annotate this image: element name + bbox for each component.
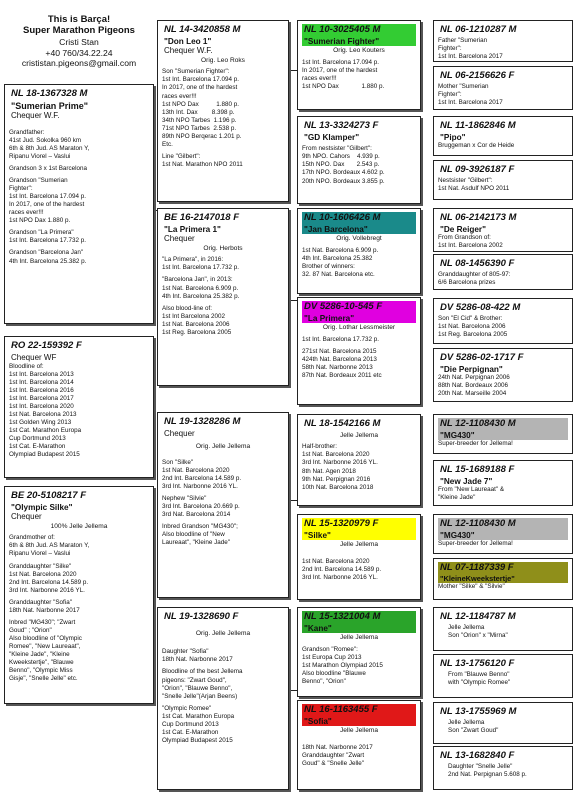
detail-line: Grandson "La Primera" [9, 229, 74, 237]
gen4-card-15 [433, 702, 573, 744]
card-details [438, 37, 568, 61]
owner-email[interactable]: crististan.pigeons@gmail.com [21, 58, 137, 69]
pigeon-name: "Sofia" [302, 717, 416, 726]
connector [289, 70, 297, 71]
ring-number: BE 16-2147018 F [164, 212, 239, 223]
detail-line: Gisje", "Snelle Jelle" etc. [9, 675, 78, 683]
card-details [162, 256, 284, 336]
pigeon-name: "Jan Barcelona" [302, 225, 416, 234]
detail-line: 6th & 8th Jud. AS Maraton Y, [9, 542, 90, 550]
ring-number: NL 15-1321004 M [302, 611, 416, 624]
detail-line: 1st Int. Barcelona 17.732 p. [302, 335, 380, 343]
ring-number: NL 13-1755969 M [440, 706, 517, 717]
detail-line: 71st NPO Tarbes 2.538 p. [162, 124, 237, 132]
detail-line: Brother of winners: [302, 262, 355, 270]
detail-line: Fighter": [438, 90, 462, 98]
origin: Orig. Jelle Jellema [195, 442, 251, 450]
detail-line: Son "Zwart Goud" [448, 726, 499, 734]
gen3-card-4 [297, 297, 421, 405]
gen4-card-6 [433, 254, 573, 290]
ring-number: NL 08-1456390 F [440, 258, 515, 269]
detail-line: 1st Int. Barcelona 2016 [9, 386, 74, 394]
detail-line: 4th Int. Barcelona 25.382 [302, 254, 373, 262]
ring-number: NL 19-1328690 F [164, 611, 239, 622]
pigeon-name: "KleineKweekstertje" [438, 575, 568, 584]
detail-line: 1st NPO Dax 1.880 p. [302, 82, 385, 90]
gen4-card-14 [433, 654, 573, 698]
origin: Orig. Jelle Jellema [195, 629, 251, 637]
card-details [9, 363, 149, 460]
card-details [438, 271, 568, 287]
detail-line: 18th Nat. Narbonne 2017 [9, 606, 80, 614]
detail-line: 2nd Nat. Perpignan 5.608 p. [448, 770, 527, 778]
card-details [9, 129, 149, 266]
ring-number: DV 5286-08-422 M [440, 302, 521, 313]
detail-line: Goud" & "Snelle Jelle" [302, 759, 365, 767]
detail-line: 9th NPO. Cahors 4.939 p. [302, 153, 380, 161]
detail-line: 2nd Int. Barcelona 14.589 p. [9, 578, 89, 586]
connector [289, 690, 297, 691]
dam-ro-card [4, 336, 154, 478]
detail-line: In 2017, one of the hardest [302, 66, 378, 74]
detail-line: Grandfather: [9, 128, 45, 136]
detail-line: 1st Nat. Barcelona 2006 [162, 320, 230, 328]
detail-line: 1st Int Barcelona 2002 [162, 312, 226, 320]
pigeon-name: "La Primera" [302, 314, 416, 323]
detail-line: 1st Nat. Barcelona 2013 [9, 410, 77, 418]
detail-line: Inbred Grandson "MG430"; [162, 523, 238, 531]
detail-line: 1st NPO Dax 1.880 p. [162, 100, 239, 108]
detail-line: 1st Golden Wing 2013 [9, 418, 72, 426]
detail-line: 13th Int. Dax 8.398 p. [162, 108, 235, 116]
gen3-card-2 [297, 116, 421, 204]
ring-number: NL 06-1210287 M [440, 24, 517, 35]
origin: Jelle Jellema [339, 431, 379, 439]
detail-line: Mother "Silke" & "Silvie" [438, 583, 505, 591]
detail-line: Nestsister "Gilbert": [438, 176, 493, 184]
detail-line: 2nd Int. Barcelona 14.589 p. [302, 565, 382, 573]
ring-number: DV 5286-10-545 F [302, 301, 416, 314]
detail-line: "Kleine Jade", "Kleine [9, 650, 70, 658]
card-details [302, 443, 416, 491]
detail-line: 20th NPO. Bordeaux 3.855 p. [302, 177, 385, 185]
detail-line: Super-breeder for Jellema! [438, 440, 513, 448]
detail-line: Kweekstertje", "Blauwe [9, 659, 74, 667]
detail-line: From "Blauwe Benno" [448, 670, 510, 678]
detail-line: 1st Cat. E-Marathon [9, 442, 66, 450]
gen4-card-2 [433, 66, 573, 110]
card-details [162, 648, 284, 745]
detail-line: 15th NPO. Dax 2.543 p. [302, 161, 380, 169]
detail-line: Benno", "Orion" [302, 677, 346, 685]
detail-line: Bruggeman x Cor de Heide [438, 142, 515, 150]
detail-line: Grandson 3 x 1st Barcelona [9, 165, 88, 173]
detail-line: 32. 87 Nat. Barcelona etc. [302, 270, 375, 278]
detail-line: Jelle Jellema [448, 718, 485, 726]
card-details [162, 68, 284, 169]
detail-line: "Kleine Jade" [438, 494, 476, 502]
detail-line: Son "Sumerian Fighter": [162, 68, 230, 76]
origin: Orig. Herbots [203, 244, 243, 252]
detail-line: 58th Nat. Narbonne 2013 [302, 363, 373, 371]
ring-number: NL 12-1184787 M [440, 611, 516, 622]
card-details [438, 440, 568, 448]
detail-line: From Grandson of: [438, 234, 491, 242]
detail-line: Fighter": [438, 44, 462, 52]
detail-line: Olympiad Budapest 2015 [9, 451, 80, 459]
card-details [9, 534, 149, 683]
detail-line: 1st Nat. Barcelona 6.909 p. [162, 284, 239, 292]
card-details [438, 486, 568, 502]
detail-line: 1st Cat. Marathon Europa [162, 712, 235, 720]
ring-number: NL 13-3324273 F [304, 120, 379, 131]
gen4-card-13 [433, 607, 573, 651]
connector [289, 300, 297, 301]
ring-number: NL 06-2156626 F [440, 70, 515, 81]
detail-line: Grandson "Romee": [302, 645, 358, 653]
detail-line: 89th NPO Berqerac 1.201 p. [162, 132, 242, 140]
detail-line: "Orion", "Blauwe Benno", [162, 684, 233, 692]
detail-line: 2nd Int. Barcelona 14.589 p. [162, 475, 242, 483]
ring-number: NL 19-1328286 M [164, 416, 241, 427]
detail-line: Etc. [162, 140, 173, 148]
pigeon-name: "La Primera 1" [164, 224, 221, 234]
detail-line: 1st Nat. Barcelona 2006 [438, 322, 506, 330]
card-details [438, 719, 568, 735]
card-details [438, 315, 568, 339]
detail-line: races ever!!! [162, 92, 197, 100]
detail-line: 1st Nat. Barcelona 2020 [9, 570, 77, 578]
title-line-2: Super Marathon Pigeons [23, 25, 135, 37]
gen2-card-2 [157, 208, 289, 386]
card-details [438, 624, 568, 640]
detail-line: Daughter "Snelle Jelle" [448, 762, 513, 770]
detail-line: 1st Int. Barcelona 17.094 p. [162, 76, 240, 84]
detail-line: 1st Int. Barcelona 2020 [9, 402, 74, 410]
detail-line: 4th Int. Barcelona 25.382 p. [9, 257, 87, 265]
detail-line: Benno", "Olympic Miss [9, 667, 73, 675]
owner-name: Cristi Stan [59, 36, 99, 47]
origin: Jelle Jellema [339, 727, 379, 735]
detail-line: Cup Dortmund 2013 [9, 434, 66, 442]
detail-line: "Olympic Romee" [162, 704, 212, 712]
pigeon-name: "MG430" [438, 431, 568, 440]
gen4-card-9 [433, 414, 573, 454]
detail-line: 1st Int. Barcelona 2017 [438, 99, 503, 107]
owner-header [4, 14, 154, 69]
card-details [302, 59, 416, 91]
detail-line: "Snelle Jelle"(Arjan Beens) [162, 692, 238, 700]
detail-line: Cup Dortmund 2013 [162, 720, 219, 728]
gen2-card-3 [157, 412, 289, 598]
detail-line: 1st Cat. E-Marathon [162, 728, 219, 736]
origin: Jelle Jellema [339, 634, 379, 642]
detail-line: Son "Silke" [162, 458, 194, 466]
ring-number: RO 22-159392 F [11, 340, 82, 351]
detail-line: 1st Int. Barcelona 2017 [9, 394, 74, 402]
detail-line: Also bloodline of "Olympic [9, 634, 82, 642]
detail-line: From "New Laureaat" & [438, 486, 505, 494]
ring-number: NL 06-2142173 M [440, 212, 517, 223]
gen4-card-11 [433, 514, 573, 554]
detail-line: Fighter": [9, 185, 33, 193]
card-details [438, 374, 568, 398]
detail-line: 18th Nat. Narbonne 2017 [302, 743, 373, 751]
detail-line: 1st Int. Barcelona 17.094 p. [9, 193, 87, 201]
pigeon-name: "Don Leo 1" [164, 36, 212, 46]
card-details [302, 336, 416, 380]
detail-line: Bloodline of: [9, 362, 44, 370]
pigeon-name: "Sumerian Fighter" [302, 37, 416, 46]
main-pigeon-card [4, 84, 154, 324]
detail-line: Super-breeder for Jellema! [438, 540, 513, 548]
ring-number: NL 10-3025405 M [302, 24, 416, 37]
detail-line: 1st Int. Barcelona 2014 [9, 378, 74, 386]
owner-phone: +40 760/34.22.24 [45, 47, 113, 58]
color: Chequer [11, 512, 42, 522]
color: Chequer W.F. [164, 46, 213, 56]
detail-line: 3rd Int. Narbonne 2016 YL. [9, 586, 85, 594]
connector [289, 500, 297, 501]
ring-number: NL 12-1108430 M [438, 518, 568, 531]
gen4-card-3 [433, 116, 573, 156]
gen3-card-5 [297, 414, 421, 506]
detail-line: with "Olympic Romee" [448, 678, 511, 686]
detail-line: Daughter "Sofia" [162, 648, 209, 656]
ring-number: NL 12-1108430 M [438, 418, 568, 431]
origin: 100% Jelle Jellema [50, 522, 108, 530]
detail-line: Father "Sumerian [438, 36, 488, 44]
origin: Orig. Lothar Lessmeister [322, 324, 396, 332]
detail-line: Nephew "Silvie" [162, 495, 207, 503]
detail-line: Olympiad Budapest 2015 [162, 736, 233, 744]
detail-line: 4th Int. Barcelona 25.382 p. [162, 292, 240, 300]
detail-line: 17th NPO. Bordeaux 4.602 p. [302, 169, 385, 177]
gen4-card-8 [433, 348, 573, 402]
detail-line: 34th NPO Tarbes 1.196 p. [162, 116, 237, 124]
detail-line: 3rd Int. Narbonne 2016 YL. [162, 483, 238, 491]
detail-line: 1st Nat. Barcelona 2020 [302, 557, 370, 565]
card-details [162, 459, 284, 547]
detail-line: Also blood-line of: [162, 304, 213, 312]
dam-be-card [4, 486, 154, 704]
detail-line: "Barcelona Jan", in 2013: [162, 276, 233, 284]
pigeon-name: "Sumerian Prime" [11, 100, 89, 111]
detail-line: In 2017, one of the hardest [9, 201, 85, 209]
gen4-card-5 [433, 208, 573, 252]
detail-line: 1st Nat. Asdulf NPO 2011 [438, 184, 510, 192]
detail-line: 1st Cat. Marathon Europa [9, 426, 82, 434]
gen2-card-1 [157, 20, 289, 202]
detail-line: In 2017, one of the hardest [162, 84, 238, 92]
color: Chequer [164, 428, 195, 438]
ring-number: NL 15-1320979 F [302, 518, 416, 531]
origin: Orig. Leo Kouters [333, 47, 385, 55]
detail-line: 3rd Nat. Barcelona 2014 [162, 511, 231, 519]
gen3-card-1 [297, 20, 421, 110]
detail-line: 271st Nat. Barcelona 2015 [302, 347, 377, 355]
detail-line: 1st Int. Barcelona 2013 [9, 370, 74, 378]
detail-line: 10th Nat. Barcelona 2018 [302, 483, 374, 491]
ring-number: NL 07-1187339 F [438, 562, 568, 575]
detail-line: Half-brother: [302, 443, 337, 451]
gen3-card-8 [297, 700, 421, 790]
card-details [302, 558, 416, 582]
detail-line: 8th Nat. Agen 2018 [302, 467, 356, 475]
detail-line: Laureaat", "Kleine Jade" [162, 539, 230, 547]
pigeon-name: "De Reiger" [440, 224, 486, 234]
ring-number: NL 15-1689188 F [440, 464, 515, 475]
card-details [438, 540, 568, 548]
card-details [438, 234, 568, 250]
detail-line: Granddaughter "Sofia" [9, 598, 72, 606]
gen4-card-16 [433, 746, 573, 790]
pigeon-name: "MG430" [438, 531, 568, 540]
detail-line: 1st Europa Cup 2013 [302, 653, 362, 661]
detail-line: Son "El Cid" & Brother: [438, 314, 503, 322]
origin: Orig. Vollebregt [336, 235, 382, 243]
gen4-card-1 [433, 20, 573, 62]
detail-line: 88th Nat. Bordeaux 2006 [438, 382, 509, 390]
detail-line: races ever!!! [302, 74, 337, 82]
card-details [302, 744, 416, 768]
card-details [302, 145, 416, 185]
detail-line: Mother "Sumerian [438, 82, 489, 90]
detail-line: 1st Nat. Barcelona 6.909 p. [302, 246, 379, 254]
detail-line: Jelle Jellema [448, 623, 485, 631]
detail-line: 1st Int. Barcelona 17.094 p. [302, 58, 380, 66]
detail-line: 3rd Int. Barcelona 20.669 p. [162, 503, 240, 511]
gen3-card-6 [297, 514, 421, 600]
pigeon-name: "Olympic Silke" [11, 502, 73, 512]
ring-number: NL 09-3926187 F [440, 164, 515, 175]
detail-line: Also bloodline of "New [162, 531, 225, 539]
card-details [438, 671, 568, 687]
detail-line: 1st Reg. Barcelona 2005 [162, 328, 232, 336]
color: Chequer W.F. [11, 111, 60, 121]
ring-number: NL 18-1542166 M [304, 418, 381, 429]
detail-line: From nestsister "Gilbert": [302, 145, 372, 153]
gen4-card-12 [433, 558, 573, 600]
detail-line: 1st Int. Barcelona 17.732 p. [9, 237, 87, 245]
detail-line: Ripanu Viorel – Vaslui [9, 550, 71, 558]
ring-number: NL 13-1682840 F [440, 750, 515, 761]
detail-line: 3rd Int. Narbonne 2016 YL. [302, 573, 378, 581]
detail-line: 18th Nat. Narbonne 2017 [162, 656, 233, 664]
detail-line: 1st Reg. Barcelona 2005 [438, 331, 508, 339]
detail-line: 3rd Int. Narbonne 2016 YL. [302, 459, 378, 467]
pigeon-name: "Silke" [302, 531, 416, 540]
card-details [302, 247, 416, 279]
detail-line: Bloodline of the best Jellema [162, 668, 243, 676]
gen3-card-7 [297, 607, 421, 697]
ring-number: DV 5286-02-1717 F [440, 352, 524, 363]
detail-line: 41st Jud. Sokolka 960 km [9, 136, 82, 144]
pigeon-name: "Die Perpignan" [440, 364, 503, 374]
detail-line: 1st NPO Dax 1.880 p. [9, 217, 71, 225]
detail-line: 1st Nat. Marathon NPO 2011 [162, 160, 243, 168]
title-line-1: This is Barça! [47, 14, 111, 25]
detail-line: 6/6 Barcelona prizes [438, 278, 496, 286]
detail-line: 1st Nat. Barcelona 2020 [162, 467, 230, 474]
card-details [438, 83, 568, 107]
pigeon-name: "GD Klamper" [304, 132, 360, 142]
color: Chequer [164, 234, 195, 244]
card-details [438, 583, 568, 591]
detail-line: Granddaughter of 805-97: [438, 270, 511, 278]
detail-line: Granddaughter "Zwart [302, 751, 365, 759]
pigeon-name: "Kane" [302, 624, 416, 633]
gen4-card-7 [433, 298, 573, 344]
detail-line: Grandson "Sumerian [9, 177, 68, 185]
card-details [438, 763, 568, 779]
detail-line: 1st Int. Barcelona 2017 [438, 53, 503, 61]
origin: Jelle Jellema [339, 541, 379, 549]
detail-line: 424th Nat. Barcelona 2013 [302, 355, 377, 363]
detail-line: Grandson "Barcelona Jan" [9, 249, 84, 257]
detail-line: 20th Nat. Marseille 2004 [438, 390, 507, 398]
detail-line: Also bloodline "Blauwe [302, 669, 366, 677]
ring-number: NL 11-1862846 M [440, 120, 516, 131]
detail-line: 1st Int. Barcelona 2002 [438, 242, 503, 250]
detail-line: 6th & 8th Jud. AS Maraton Y, [9, 144, 90, 152]
card-details [302, 646, 416, 686]
detail-line: Inbred "MG430"; "Zwart [9, 618, 76, 626]
gen3-card-3 [297, 208, 421, 294]
detail-line: Line "Gilbert": [162, 152, 201, 160]
detail-line: Ripanu Viorel – Vaslui [9, 153, 71, 160]
detail-line: Grandmother of: [9, 534, 55, 542]
detail-line: "La Primera", in 2016: [162, 256, 224, 264]
color: Chequer WF [11, 352, 57, 362]
ring-number: NL 14-3420858 M [164, 24, 241, 35]
detail-line: 87th Nat. Bordeaux 2011 etc [302, 371, 382, 379]
detail-line: 1st Int. Barcelona 17.732 p. [162, 264, 240, 272]
detail-line: Granddaughter "Silke" [9, 562, 72, 570]
detail-line: 1st Nat. Barcelona 2020 [302, 451, 370, 459]
detail-line: 9th Nat. Perpignan 2016 [302, 475, 371, 483]
pigeon-name: "Pipo" [440, 132, 466, 142]
origin: Orig. Leo Roks [201, 56, 245, 64]
detail-line: 24th Nat. Perpignan 2006 [438, 374, 510, 382]
ring-number: NL 16-1163455 F [302, 704, 416, 717]
detail-line: Goud" ; "Orion" [9, 626, 52, 634]
ring-number: NL 13-1756120 F [440, 658, 515, 669]
gen2-card-4 [157, 607, 289, 790]
detail-line: pigeons: "Zwart Goud", [162, 676, 227, 684]
ring-number: BE 20-5108217 F [11, 490, 86, 501]
detail-line: Son "Orion" x "Mirna" [448, 631, 508, 639]
detail-line: Romee", "New Laureaat", [9, 642, 81, 650]
detail-line: races ever!!! [9, 209, 44, 217]
gen4-card-10 [433, 460, 573, 506]
card-details [438, 142, 568, 150]
ring-number: NL 10-1606426 M [302, 212, 416, 225]
card-details [438, 177, 568, 193]
ring-number: NL 18-1367328 M [11, 88, 88, 99]
gen4-card-4 [433, 160, 573, 200]
pigeon-name: "New Jade 7" [440, 476, 493, 486]
detail-line: 1st Marathon Olympiad 2015 [302, 661, 383, 669]
